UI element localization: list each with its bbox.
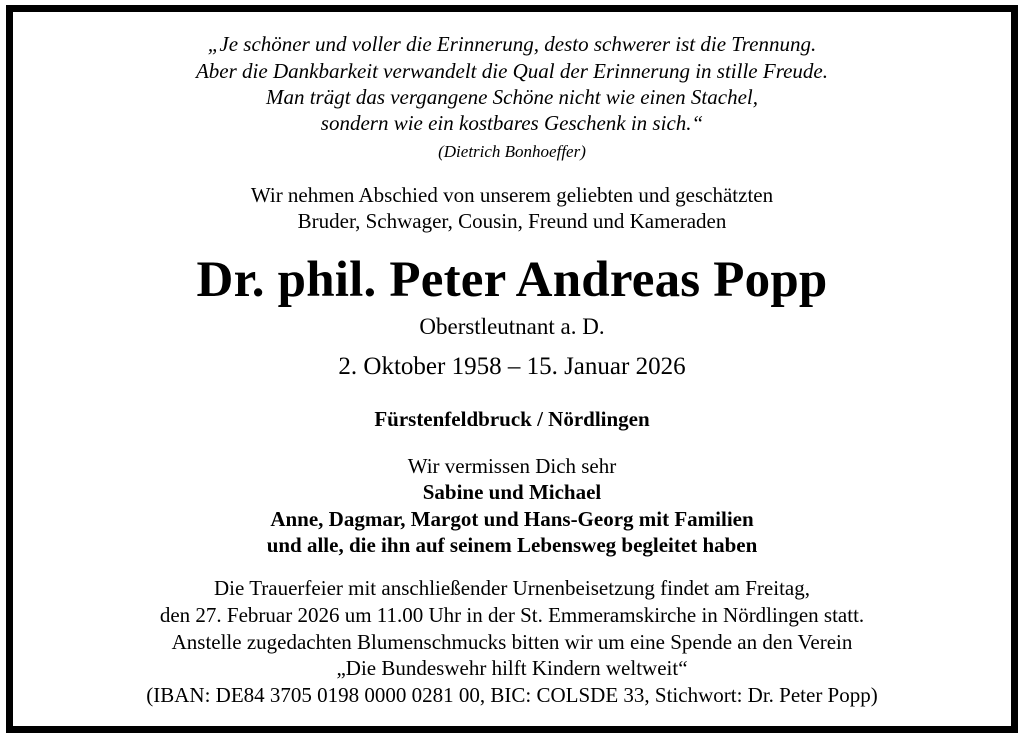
deceased-name: Dr. phil. Peter Andreas Popp (196, 252, 828, 308)
intro-line-1: Wir nehmen Abschied von unserem geliebten und geschätzten (250, 183, 774, 207)
service-line-1: Die Trauerfeier mit anschließender Urnenbeisetzung findet am Freitag, (214, 576, 810, 600)
quote-line-1: „Je schöner und voller die Erinnerung, desto schwerer ist die Trennung. (207, 32, 817, 56)
mourners-line-1: Sabine und Michael (422, 480, 602, 504)
deceased-rank: Oberstleutnant a. D. (419, 314, 605, 339)
quote-line-2: Aber die Dankbarkeit verwandelt die Qual der Erinnerung in stille Freude. (195, 59, 828, 83)
service-line-3: Anstelle zugedachten Blumenschmucks bitten wir um eine Spende an den Verein (171, 630, 853, 654)
service-line-4: „Die Bundeswehr hilft Kindern weltweit“ (336, 656, 688, 680)
life-dates: 2. Oktober 1958 – 15. Januar 2026 (338, 353, 686, 380)
quote-line-4: sondern wie ein kostbares Geschenk in sich.“ (320, 111, 704, 135)
places: Fürstenfeldbruck / Nördlingen (374, 407, 650, 431)
mourners-line-2: Anne, Dagmar, Margot und Hans-Georg mit Familien (270, 507, 754, 531)
quote-author: (Dietrich Bonhoeffer) (438, 142, 586, 161)
intro-line-2: Bruder, Schwager, Cousin, Freund und Kameraden (297, 209, 727, 233)
mourners-intro: Wir vermissen Dich sehr (407, 454, 617, 478)
service-line-2: den 27. Februar 2026 um 11.00 Uhr in der St. Emmeramskirche in Nördlingen statt. (159, 603, 865, 627)
service-line-5: (IBAN: DE84 3705 0198 0000 0281 00, BIC: COLSDE 33, Stichwort: Dr. Peter Popp) (146, 683, 878, 707)
quote-line-3: Man trägt das vergangene Schöne nicht wie einen Stachel, (265, 85, 758, 109)
mourners-line-3: und alle, die ihn auf seinem Lebensweg begleitet haben (266, 533, 758, 557)
